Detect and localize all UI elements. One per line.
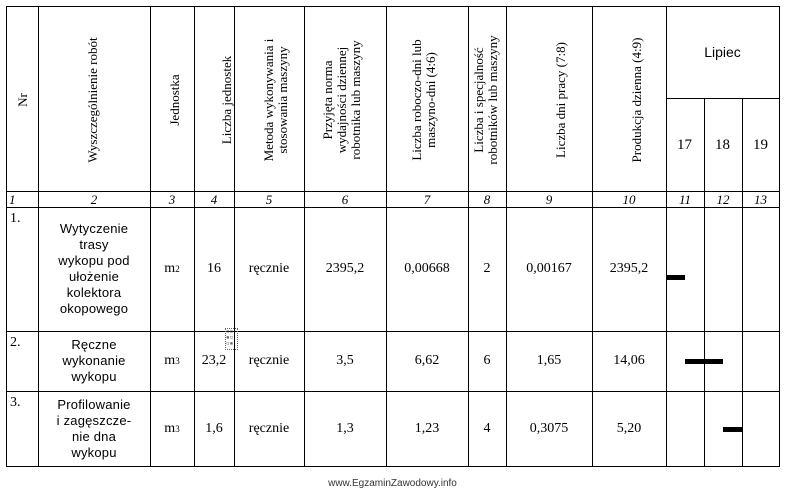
header-nr: Nr (15, 93, 30, 107)
unit-symbol: m (164, 261, 176, 276)
cell-days: 0,00167 (526, 261, 572, 276)
gantt-bar (723, 427, 742, 432)
cell-nr: 2. (10, 335, 21, 350)
column-index: 1 (9, 192, 16, 207)
cell-method: ręcznie (248, 261, 290, 276)
column-index: 10 (622, 192, 636, 207)
header-production: Produkcja dzienna (4:9) (629, 37, 644, 163)
unit-exponent: 3 (175, 356, 180, 366)
cell-days: 1,65 (536, 353, 562, 368)
cell-norm: 1,3 (336, 420, 354, 436)
column-index: 12 (716, 192, 730, 207)
header-day-17: 17 (677, 137, 692, 153)
cell-production: 2395,2 (609, 261, 649, 276)
cell-quantity: 23,2 (201, 353, 227, 368)
header-month: Lipiec (704, 44, 741, 60)
gantt-bar (685, 359, 723, 364)
cell-unit (150, 331, 194, 391)
gantt-bar (666, 275, 685, 280)
column-index: 5 (265, 192, 273, 207)
header-method: Metoda wykonywania i stosowania maszyny (261, 38, 290, 162)
grid-vline (779, 6, 780, 467)
column-index: 13 (754, 192, 767, 207)
header-days: Liczba dni pracy (7:8) (553, 42, 568, 158)
cell-nr: 1. (10, 211, 21, 226)
header-quantity: Liczba jednostek (219, 55, 234, 145)
column-index: 9 (545, 192, 553, 207)
cell-days: 0,3075 (529, 420, 569, 436)
cell-work: Ręczne wykonanie wykopu (62, 337, 126, 384)
cell-unit (150, 207, 194, 331)
cell-workers: 2 (483, 261, 491, 276)
column-index: 3 (168, 192, 176, 207)
column-index: 8 (483, 192, 491, 207)
watermark: www.EgzaminZawodowy.info (328, 478, 457, 489)
header-work: Wyszczególnienie robót (85, 37, 100, 163)
grid-hline (6, 191, 780, 192)
unit-symbol: m (164, 420, 176, 436)
unit-exponent: 3 (175, 423, 180, 434)
cell-norm: 2395,2 (325, 261, 365, 276)
cell-workers: 6 (483, 353, 491, 368)
cell-norm: 3,5 (336, 353, 354, 368)
header-day-19: 19 (753, 137, 768, 153)
grid-hline (6, 466, 780, 467)
column-index: 11 (678, 192, 692, 207)
column-index: 4 (210, 192, 218, 207)
header-workers: Liczba i specjalność robotników lub maszyny (471, 35, 500, 165)
column-index: 7 (423, 192, 431, 207)
cell-production: 14,06 (613, 353, 645, 368)
cell-work: Wytyczenie trasy wykopu pod ułożenie kolektora okopowego (58, 221, 130, 316)
cell-workdays: 1,23 (414, 420, 440, 436)
column-index: 6 (341, 192, 349, 207)
scan-artifact-icon: ▫▫ ▪▫ ▫▪ (225, 328, 238, 350)
column-index: 2 (90, 192, 98, 207)
cell-unit (150, 391, 194, 466)
cell-nr: 3. (10, 395, 21, 410)
unit-exponent: 2 (175, 264, 180, 274)
header-norm: Przyjęta norma wydajności dziennej robotnika lub maszyny (320, 40, 363, 160)
cell-work: Profilowanie i zagęszcze- nie dna wykopu (56, 396, 132, 460)
cell-quantity: 1,6 (205, 420, 223, 436)
header-workdays: Liczba roboczo-dni lub maszyno-dni (4:6) (409, 39, 438, 161)
cell-quantity: 16 (207, 261, 221, 276)
grid-hline (6, 6, 780, 7)
header-unit: Jednostka (167, 74, 182, 126)
cell-workers: 4 (483, 420, 491, 436)
cell-method: ręcznie (248, 420, 290, 436)
header-day-18: 18 (715, 137, 730, 153)
unit-symbol: m (164, 353, 176, 368)
cell-method: ręcznie (248, 353, 290, 368)
cell-production: 5,20 (616, 420, 642, 436)
cell-workdays: 6,62 (414, 353, 440, 368)
cell-workdays: 0,00668 (404, 261, 450, 276)
